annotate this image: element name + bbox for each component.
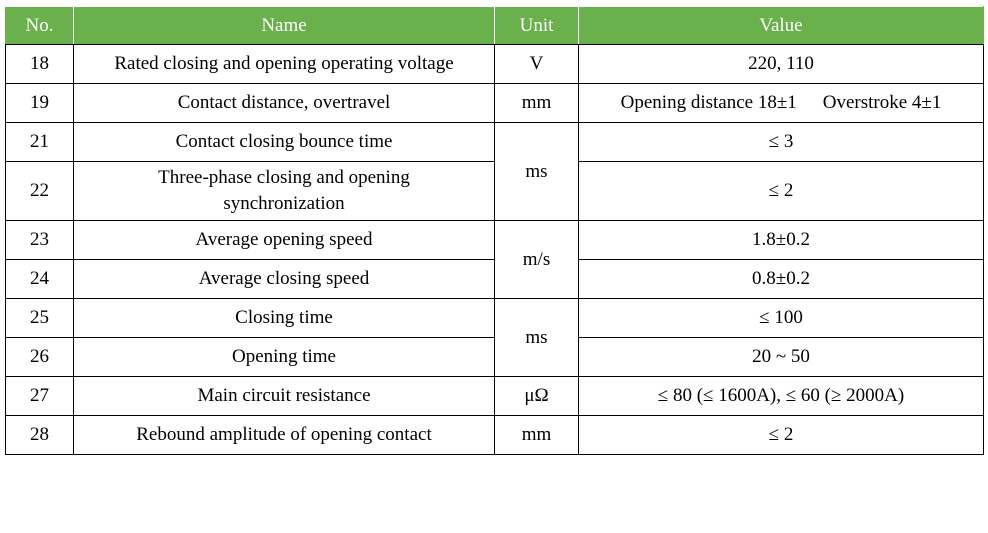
table-row xyxy=(6,221,984,260)
row-unit: mm xyxy=(495,84,579,123)
row-name-line2: synchronization xyxy=(223,193,345,214)
row-value xyxy=(579,84,984,123)
row-name: Average closing speed xyxy=(74,260,495,299)
table-row xyxy=(6,84,984,123)
row-no: 26 xyxy=(6,338,74,377)
row-name: Rebound amplitude of opening contact xyxy=(74,416,495,455)
row-name: Opening time xyxy=(74,338,495,377)
row-value: ≤ 3 xyxy=(579,123,984,162)
row-value: ≤ 80 (≤ 1600A), ≤ 60 (≥ 2000A) xyxy=(579,377,984,416)
table-row xyxy=(6,377,984,416)
row-no: 27 xyxy=(6,377,74,416)
row-no: 23 xyxy=(6,221,74,260)
row-value: ≤ 2 xyxy=(579,162,984,221)
row-value: 1.8±0.2 xyxy=(579,221,984,260)
row-unit: ms xyxy=(495,123,579,221)
row-unit: V xyxy=(495,45,579,84)
row-name: Closing time xyxy=(74,299,495,338)
parameter-table xyxy=(5,6,984,455)
row-no: 19 xyxy=(6,84,74,123)
header-name: Name xyxy=(74,7,495,45)
row-name-line1: Three-phase closing and opening xyxy=(158,167,410,188)
row-value: ≤ 100 xyxy=(579,299,984,338)
header-value: Value xyxy=(579,7,984,45)
row-unit: μΩ xyxy=(495,377,579,416)
row-value: 20 ~ 50 xyxy=(579,338,984,377)
row-value: 220, 110 xyxy=(579,45,984,84)
table-header-row xyxy=(6,7,984,45)
row-no: 22 xyxy=(6,162,74,221)
row-unit: ms xyxy=(495,299,579,377)
row-value: ≤ 2 xyxy=(579,416,984,455)
row-value: 0.8±0.2 xyxy=(579,260,984,299)
header-no: No. xyxy=(6,7,74,45)
row-unit: mm xyxy=(495,416,579,455)
opening-distance-value: Opening distance 18±1 xyxy=(620,92,797,113)
table-row xyxy=(6,299,984,338)
row-no: 25 xyxy=(6,299,74,338)
header-unit: Unit xyxy=(495,7,579,45)
row-no: 18 xyxy=(6,45,74,84)
row-name: Contact distance, overtravel xyxy=(74,84,495,123)
row-unit: m/s xyxy=(495,221,579,299)
row-name: Contact closing bounce time xyxy=(74,123,495,162)
row-name: Main circuit resistance xyxy=(74,377,495,416)
row-name: Average opening speed xyxy=(74,221,495,260)
row-no: 28 xyxy=(6,416,74,455)
row-name: Rated closing and opening operating voltage xyxy=(74,45,495,84)
table-row xyxy=(6,123,984,162)
row-no: 24 xyxy=(6,260,74,299)
row-no: 21 xyxy=(6,123,74,162)
overstroke-value: Overstroke 4±1 xyxy=(822,92,942,113)
row-name xyxy=(74,162,495,221)
table-row xyxy=(6,416,984,455)
table-row xyxy=(6,45,984,84)
